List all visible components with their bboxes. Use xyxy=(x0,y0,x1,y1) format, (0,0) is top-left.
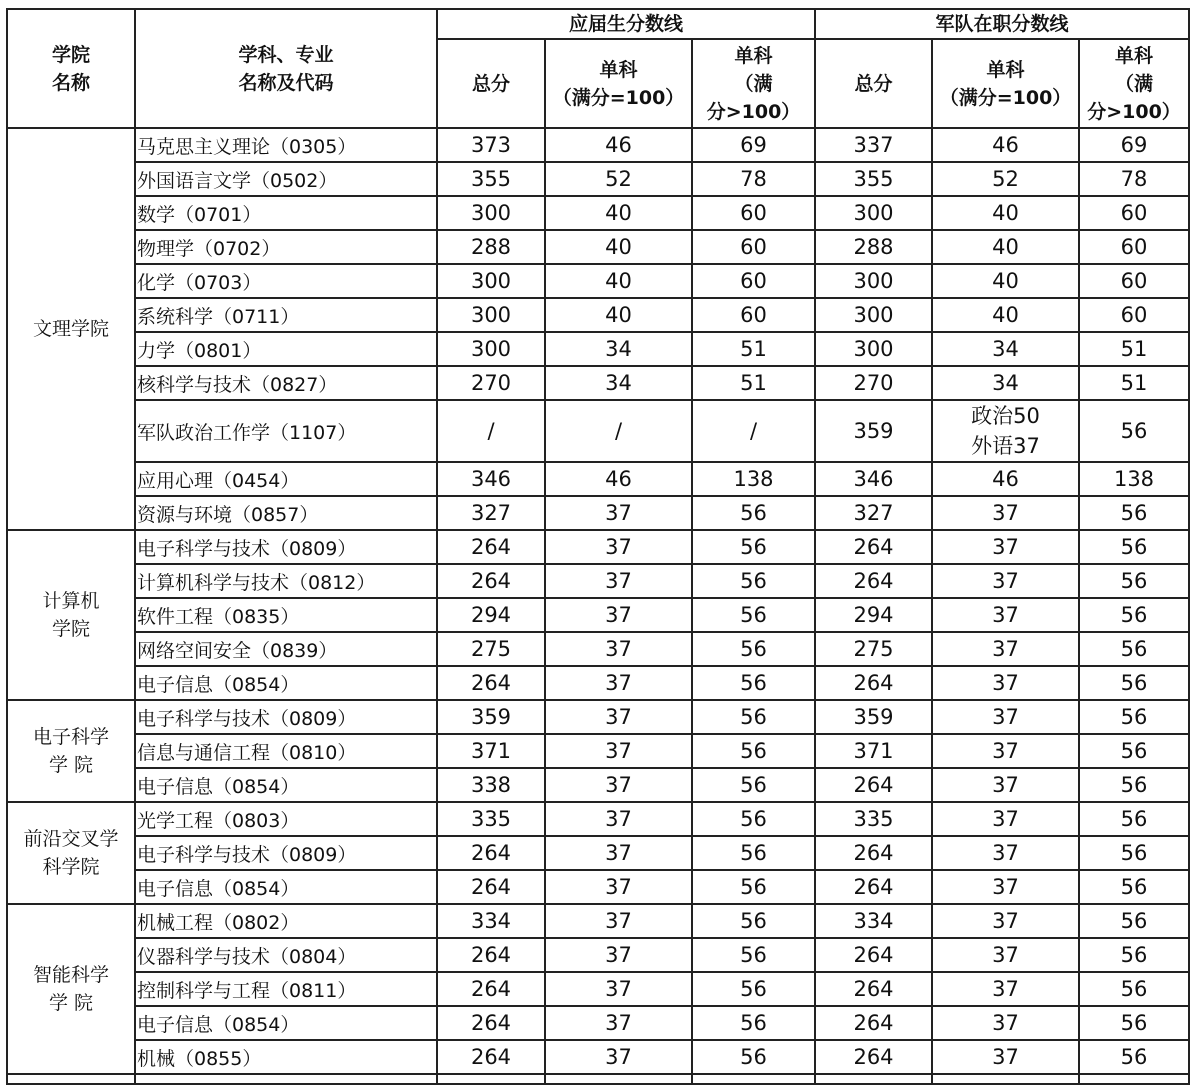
major-name: 应用心理（0454） xyxy=(135,462,437,496)
major-name: 仪器科学与技术（0804） xyxy=(135,938,437,972)
fresh-single-100-cell: 40 xyxy=(545,230,692,264)
army-total-cell: 371 xyxy=(815,734,932,768)
major-name: 化学（0703） xyxy=(135,264,437,298)
fresh-single-100-cell: 34 xyxy=(545,366,692,400)
army-total-cell: 359 xyxy=(815,400,932,462)
army-single-over-cell: 56 xyxy=(1079,870,1189,904)
army-single-over-cell: 78 xyxy=(1079,162,1189,196)
college-name: 计算机 学院 xyxy=(7,530,135,700)
fresh-single-over-cell: 56 xyxy=(692,530,815,564)
major-name: 计算机科学与技术（0812） xyxy=(135,564,437,598)
fresh-total-cell: 264 xyxy=(437,530,545,564)
table-row xyxy=(7,332,1189,366)
fresh-single-100-cell: 37 xyxy=(545,836,692,870)
army-single-100-cell: 40 xyxy=(932,264,1079,298)
army-single-100-cell: 37 xyxy=(932,530,1079,564)
army-total-cell: 359 xyxy=(815,700,932,734)
fresh-total-cell: 264 xyxy=(437,1040,545,1074)
college-name: 智能科学 学 院 xyxy=(7,904,135,1074)
empty-cell xyxy=(545,1074,692,1084)
army-single-100-cell: 37 xyxy=(932,734,1079,768)
army-total-cell: 275 xyxy=(815,632,932,666)
fresh-single-100-cell: 40 xyxy=(545,196,692,230)
header-army-single-100: 单科 （满分=100） xyxy=(932,39,1079,128)
major-name: 电子科学与技术（0809） xyxy=(135,530,437,564)
army-total-cell: 264 xyxy=(815,666,932,700)
army-single-over-cell: 56 xyxy=(1079,666,1189,700)
header-group-fresh: 应届生分数线 xyxy=(437,9,815,39)
army-single-over-cell: 56 xyxy=(1079,496,1189,530)
army-single-over-cell: 56 xyxy=(1079,972,1189,1006)
army-single-100-cell: 37 xyxy=(932,598,1079,632)
army-single-over-cell: 69 xyxy=(1079,128,1189,162)
army-single-100-cell: 46 xyxy=(932,462,1079,496)
fresh-single-over-cell: 56 xyxy=(692,496,815,530)
army-single-over-cell: 60 xyxy=(1079,298,1189,332)
table-body xyxy=(7,128,1189,1084)
table-row xyxy=(7,938,1189,972)
major-name: 电子信息（0854） xyxy=(135,768,437,802)
table-row xyxy=(7,230,1189,264)
fresh-total-cell: / xyxy=(437,400,545,462)
fresh-total-cell: 359 xyxy=(437,700,545,734)
army-single-over-cell: 60 xyxy=(1079,264,1189,298)
table-row xyxy=(7,870,1189,904)
fresh-single-over-cell: 56 xyxy=(692,768,815,802)
fresh-single-over-cell: 56 xyxy=(692,904,815,938)
fresh-single-100-cell: 37 xyxy=(545,802,692,836)
fresh-single-over-cell: 56 xyxy=(692,734,815,768)
army-single-100-cell: 40 xyxy=(932,298,1079,332)
army-single-100-cell: 37 xyxy=(932,700,1079,734)
fresh-total-cell: 264 xyxy=(437,870,545,904)
major-name: 军队政治工作学（1107） xyxy=(135,400,437,462)
fresh-total-cell: 355 xyxy=(437,162,545,196)
fresh-single-100-cell: 37 xyxy=(545,632,692,666)
major-name: 核科学与技术（0827） xyxy=(135,366,437,400)
table-row xyxy=(7,496,1189,530)
major-name: 马克思主义理论（0305） xyxy=(135,128,437,162)
fresh-single-over-cell: 56 xyxy=(692,1006,815,1040)
army-single-over-cell: 56 xyxy=(1079,530,1189,564)
table-row xyxy=(7,768,1189,802)
major-name: 机械（0855） xyxy=(135,1040,437,1074)
table-row xyxy=(7,366,1189,400)
army-single-100-cell: 37 xyxy=(932,564,1079,598)
major-name: 外国语言文学（0502） xyxy=(135,162,437,196)
fresh-single-100-cell: 37 xyxy=(545,972,692,1006)
army-total-cell: 334 xyxy=(815,904,932,938)
table-row xyxy=(7,462,1189,496)
fresh-total-cell: 300 xyxy=(437,298,545,332)
army-total-cell: 264 xyxy=(815,564,932,598)
header-college: 学院 名称 xyxy=(7,9,135,128)
army-single-100-cell: 37 xyxy=(932,666,1079,700)
army-single-over-cell: 56 xyxy=(1079,700,1189,734)
army-single-100-cell: 40 xyxy=(932,230,1079,264)
army-single-100-cell: 37 xyxy=(932,972,1079,1006)
empty-cell xyxy=(437,1074,545,1084)
fresh-single-over-cell: 56 xyxy=(692,666,815,700)
army-total-cell: 264 xyxy=(815,836,932,870)
table-row xyxy=(7,700,1189,734)
table-row xyxy=(7,128,1189,162)
major-name: 物理学（0702） xyxy=(135,230,437,264)
fresh-single-100-cell: 46 xyxy=(545,128,692,162)
fresh-single-100-cell: 46 xyxy=(545,462,692,496)
army-total-cell: 346 xyxy=(815,462,932,496)
army-single-over-cell: 56 xyxy=(1079,1040,1189,1074)
table-row xyxy=(7,400,1189,462)
fresh-total-cell: 264 xyxy=(437,666,545,700)
table-row xyxy=(7,298,1189,332)
table-row xyxy=(7,264,1189,298)
empty-cell xyxy=(7,1074,135,1084)
army-total-cell: 335 xyxy=(815,802,932,836)
table-row xyxy=(7,904,1189,938)
army-single-100-cell: 37 xyxy=(932,836,1079,870)
fresh-total-cell: 338 xyxy=(437,768,545,802)
army-single-over-cell: 56 xyxy=(1079,734,1189,768)
fresh-single-over-cell: 69 xyxy=(692,128,815,162)
army-total-cell: 264 xyxy=(815,972,932,1006)
army-single-100-cell: 37 xyxy=(932,768,1079,802)
fresh-single-100-cell: 37 xyxy=(545,870,692,904)
empty-cell xyxy=(135,1074,437,1084)
fresh-single-100-cell: 37 xyxy=(545,530,692,564)
table-row xyxy=(7,802,1189,836)
fresh-single-100-cell: 37 xyxy=(545,700,692,734)
army-total-cell: 327 xyxy=(815,496,932,530)
fresh-total-cell: 371 xyxy=(437,734,545,768)
table-row xyxy=(7,734,1189,768)
army-total-cell: 355 xyxy=(815,162,932,196)
table-row xyxy=(7,1040,1189,1074)
fresh-single-over-cell: 60 xyxy=(692,264,815,298)
table-row xyxy=(7,564,1189,598)
army-single-100-cell: 34 xyxy=(932,332,1079,366)
fresh-single-over-cell: 56 xyxy=(692,972,815,1006)
college-name: 文理学院 xyxy=(7,128,135,530)
army-single-100-cell: 37 xyxy=(932,802,1079,836)
fresh-single-over-cell: 56 xyxy=(692,700,815,734)
fresh-total-cell: 288 xyxy=(437,230,545,264)
table-row xyxy=(7,598,1189,632)
army-single-over-cell: 56 xyxy=(1079,400,1189,462)
major-name: 电子信息（0854） xyxy=(135,870,437,904)
header-army-total: 总分 xyxy=(815,39,932,128)
fresh-single-over-cell: 51 xyxy=(692,366,815,400)
header-army-single-over: 单科 （满 分>100） xyxy=(1079,39,1189,128)
fresh-single-over-cell: 56 xyxy=(692,632,815,666)
header-major: 学科、专业 名称及代码 xyxy=(135,9,437,128)
major-name: 电子信息（0854） xyxy=(135,1006,437,1040)
army-single-over-cell: 51 xyxy=(1079,332,1189,366)
fresh-single-over-cell: 60 xyxy=(692,196,815,230)
table-row xyxy=(7,836,1189,870)
army-single-100-cell: 37 xyxy=(932,938,1079,972)
army-total-cell: 300 xyxy=(815,196,932,230)
fresh-single-100-cell: 37 xyxy=(545,768,692,802)
table-row xyxy=(7,1006,1189,1040)
army-single-100-cell: 46 xyxy=(932,128,1079,162)
army-single-100-cell: 37 xyxy=(932,496,1079,530)
major-name: 网络空间安全（0839） xyxy=(135,632,437,666)
army-single-100-cell: 37 xyxy=(932,904,1079,938)
header-fresh-total: 总分 xyxy=(437,39,545,128)
fresh-total-cell: 334 xyxy=(437,904,545,938)
fresh-total-cell: 264 xyxy=(437,1006,545,1040)
fresh-single-100-cell: 37 xyxy=(545,666,692,700)
army-total-cell: 300 xyxy=(815,264,932,298)
college-name: 前沿交叉学 科学院 xyxy=(7,802,135,904)
army-single-100-cell: 政治50 外语37 xyxy=(932,400,1079,462)
fresh-single-over-cell: 56 xyxy=(692,938,815,972)
table-row xyxy=(7,196,1189,230)
empty-cell xyxy=(1079,1074,1189,1084)
empty-cell xyxy=(932,1074,1079,1084)
table-row xyxy=(7,162,1189,196)
fresh-single-over-cell: 56 xyxy=(692,564,815,598)
empty-cell xyxy=(815,1074,932,1084)
college-name: 电子科学 学 院 xyxy=(7,700,135,802)
major-name: 资源与环境（0857） xyxy=(135,496,437,530)
army-single-over-cell: 56 xyxy=(1079,904,1189,938)
army-single-over-cell: 56 xyxy=(1079,938,1189,972)
fresh-single-100-cell: 37 xyxy=(545,496,692,530)
fresh-total-cell: 300 xyxy=(437,196,545,230)
fresh-single-100-cell: 37 xyxy=(545,938,692,972)
fresh-single-100-cell: 52 xyxy=(545,162,692,196)
fresh-total-cell: 373 xyxy=(437,128,545,162)
fresh-total-cell: 264 xyxy=(437,972,545,1006)
army-total-cell: 300 xyxy=(815,298,932,332)
army-total-cell: 294 xyxy=(815,598,932,632)
fresh-total-cell: 294 xyxy=(437,598,545,632)
header-fresh-single-100: 单科 （满分=100） xyxy=(545,39,692,128)
army-total-cell: 264 xyxy=(815,938,932,972)
army-single-over-cell: 56 xyxy=(1079,768,1189,802)
army-single-100-cell: 52 xyxy=(932,162,1079,196)
army-single-over-cell: 51 xyxy=(1079,366,1189,400)
header-group-army: 军队在职分数线 xyxy=(815,9,1189,39)
army-total-cell: 264 xyxy=(815,870,932,904)
army-total-cell: 300 xyxy=(815,332,932,366)
fresh-single-over-cell: 60 xyxy=(692,298,815,332)
header-fresh-single-over: 单科 （满 分>100） xyxy=(692,39,815,128)
fresh-single-100-cell: 37 xyxy=(545,564,692,598)
army-single-100-cell: 37 xyxy=(932,1006,1079,1040)
major-name: 数学（0701） xyxy=(135,196,437,230)
fresh-total-cell: 264 xyxy=(437,938,545,972)
fresh-single-100-cell: 37 xyxy=(545,904,692,938)
major-name: 力学（0801） xyxy=(135,332,437,366)
fresh-total-cell: 270 xyxy=(437,366,545,400)
fresh-total-cell: 300 xyxy=(437,332,545,366)
army-total-cell: 264 xyxy=(815,530,932,564)
fresh-total-cell: 275 xyxy=(437,632,545,666)
fresh-single-over-cell: 138 xyxy=(692,462,815,496)
fresh-single-over-cell: 56 xyxy=(692,598,815,632)
fresh-single-100-cell: 37 xyxy=(545,1006,692,1040)
fresh-single-100-cell: 40 xyxy=(545,298,692,332)
army-single-100-cell: 37 xyxy=(932,870,1079,904)
fresh-total-cell: 264 xyxy=(437,836,545,870)
fresh-single-over-cell: 78 xyxy=(692,162,815,196)
fresh-single-over-cell: / xyxy=(692,400,815,462)
fresh-total-cell: 300 xyxy=(437,264,545,298)
major-name: 电子科学与技术（0809） xyxy=(135,836,437,870)
fresh-total-cell: 335 xyxy=(437,802,545,836)
fresh-single-100-cell: 37 xyxy=(545,734,692,768)
major-name: 光学工程（0803） xyxy=(135,802,437,836)
fresh-single-over-cell: 56 xyxy=(692,870,815,904)
fresh-single-100-cell: 37 xyxy=(545,1040,692,1074)
army-single-100-cell: 37 xyxy=(932,632,1079,666)
army-single-over-cell: 138 xyxy=(1079,462,1189,496)
fresh-single-over-cell: 51 xyxy=(692,332,815,366)
fresh-total-cell: 264 xyxy=(437,564,545,598)
army-single-100-cell: 37 xyxy=(932,1040,1079,1074)
cutoff-score-table xyxy=(6,8,1190,1085)
army-total-cell: 264 xyxy=(815,768,932,802)
army-single-100-cell: 40 xyxy=(932,196,1079,230)
army-single-over-cell: 60 xyxy=(1079,230,1189,264)
major-name: 信息与通信工程（0810） xyxy=(135,734,437,768)
major-name: 电子信息（0854） xyxy=(135,666,437,700)
army-single-over-cell: 56 xyxy=(1079,632,1189,666)
army-single-over-cell: 56 xyxy=(1079,564,1189,598)
table-row xyxy=(7,530,1189,564)
major-name: 控制科学与工程（0811） xyxy=(135,972,437,1006)
fresh-single-100-cell: 40 xyxy=(545,264,692,298)
table-row xyxy=(7,632,1189,666)
table-row-cut-off xyxy=(7,1074,1189,1084)
fresh-single-over-cell: 56 xyxy=(692,802,815,836)
fresh-single-over-cell: 56 xyxy=(692,836,815,870)
major-name: 机械工程（0802） xyxy=(135,904,437,938)
major-name: 电子科学与技术（0809） xyxy=(135,700,437,734)
army-single-100-cell: 34 xyxy=(932,366,1079,400)
fresh-total-cell: 346 xyxy=(437,462,545,496)
army-total-cell: 337 xyxy=(815,128,932,162)
fresh-single-over-cell: 60 xyxy=(692,230,815,264)
major-name: 软件工程（0835） xyxy=(135,598,437,632)
army-single-over-cell: 56 xyxy=(1079,836,1189,870)
army-total-cell: 264 xyxy=(815,1040,932,1074)
army-total-cell: 264 xyxy=(815,1006,932,1040)
army-single-over-cell: 56 xyxy=(1079,802,1189,836)
table-row xyxy=(7,666,1189,700)
fresh-single-100-cell: / xyxy=(545,400,692,462)
empty-cell xyxy=(692,1074,815,1084)
table-row xyxy=(7,972,1189,1006)
army-single-over-cell: 56 xyxy=(1079,598,1189,632)
major-name: 系统科学（0711） xyxy=(135,298,437,332)
army-total-cell: 270 xyxy=(815,366,932,400)
army-single-over-cell: 60 xyxy=(1079,196,1189,230)
fresh-single-over-cell: 56 xyxy=(692,1040,815,1074)
fresh-single-100-cell: 37 xyxy=(545,598,692,632)
fresh-total-cell: 327 xyxy=(437,496,545,530)
fresh-single-100-cell: 34 xyxy=(545,332,692,366)
army-total-cell: 288 xyxy=(815,230,932,264)
army-single-over-cell: 56 xyxy=(1079,1006,1189,1040)
